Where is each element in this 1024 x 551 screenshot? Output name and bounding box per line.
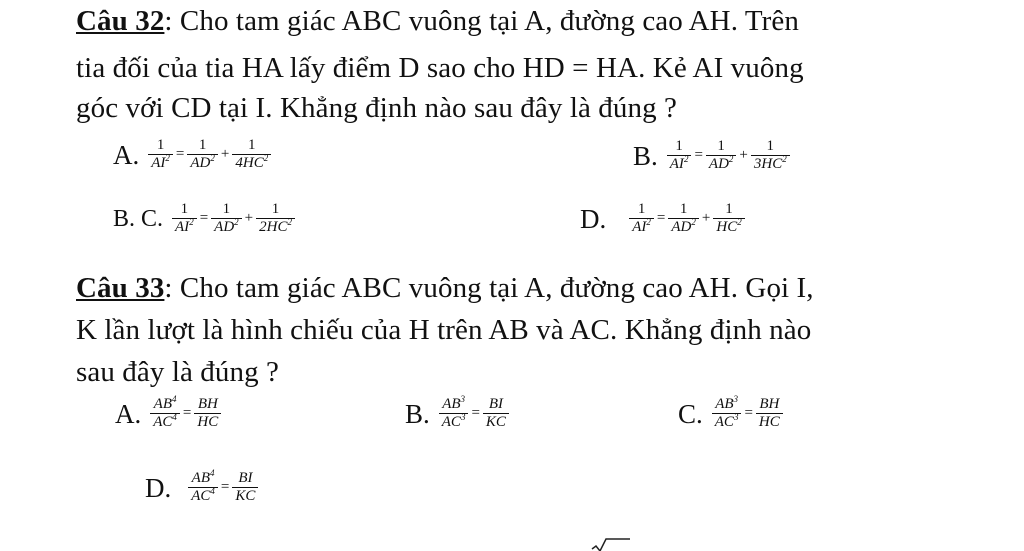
q32-option-label: D. bbox=[580, 203, 607, 234]
q33-line-2: K lần lượt là hình chiếu của H trên AB và AC. Khẳng định nào bbox=[76, 314, 812, 346]
fraction: $\frac{1}{2HC^2}$ bbox=[256, 201, 295, 236]
fraction: $\frac{1}{AI^2}$ bbox=[172, 201, 197, 236]
q32-line-2: tia đối của tia HA lấy điểm D sao cho HD = HA. Kẻ AI vuông bbox=[76, 52, 804, 84]
q32-option-formula: $\frac{1}{AI^2}$ = $\frac{1}{AD^2}$ + $\frac{1}{4HC^2}$ bbox=[147, 137, 272, 172]
q32-option-formula: $\frac{1}{AI^2}$ = $\frac{1}{AD^2}$ + $\frac{1}{2HC^2}$ bbox=[171, 201, 296, 236]
q33-option-formula: $\frac{AB^4}{AC^4}$ = $\frac{BI}{KC}$ bbox=[187, 470, 259, 505]
q32-label: Câu 32 bbox=[76, 5, 165, 37]
q33-line-3: sau đây là đúng ? bbox=[76, 356, 280, 388]
q33-option-formula: $\frac{AB^4}{AC^4}$ = $\frac{BH}{HC}$ bbox=[149, 396, 222, 431]
q33-option-label: B. bbox=[405, 398, 430, 429]
q32-option-c[interactable] bbox=[113, 201, 296, 236]
fraction: $\frac{1}{AI^2}$ bbox=[667, 138, 692, 173]
q33-option-a[interactable] bbox=[115, 396, 222, 431]
q32-line-1 bbox=[76, 4, 799, 38]
fraction: $\frac{BI}{KC}$ bbox=[232, 470, 258, 505]
q32-option-label: B. C. bbox=[113, 205, 164, 232]
q32-option-label: B. bbox=[633, 140, 658, 171]
q32-line-3: góc với CD tại I. Khẳng định nào sau đây là đúng ? bbox=[76, 92, 678, 124]
q32-text-1: : Cho tam giác ABC vuông tại A, đường cao AH. Trên bbox=[164, 5, 799, 37]
q32-option-b[interactable] bbox=[633, 138, 791, 173]
q33-option-label: D. bbox=[145, 472, 172, 503]
q32-option-formula: $\frac{1}{AI^2}$ = $\frac{1}{AD^2}$ + $\frac{1}{3HC^2}$ bbox=[666, 138, 791, 173]
q33-option-formula: $\frac{AB^3}{AC^3}$ = $\frac{BI}{KC}$ bbox=[438, 396, 510, 431]
q33-option-c[interactable] bbox=[678, 396, 784, 431]
fraction: $\frac{AB^4}{AC^4}$ bbox=[188, 470, 218, 505]
q33-label: Câu 33 bbox=[76, 272, 165, 304]
fraction: $\frac{1}{AD^2}$ bbox=[187, 137, 218, 172]
fraction: $\frac{1}{AD^2}$ bbox=[706, 138, 737, 173]
q33-option-d[interactable] bbox=[145, 470, 259, 505]
fraction: $\frac{AB^4}{AC^4}$ bbox=[150, 396, 180, 431]
fraction: $\frac{1}{AI^2}$ bbox=[629, 201, 654, 236]
q33-text-1: : Cho tam giác ABC vuông tại A, đường cao AH. Gọi I, bbox=[164, 272, 814, 304]
q32-option-a[interactable] bbox=[113, 137, 272, 172]
q33-option-formula: $\frac{AB^3}{AC^3}$ = $\frac{BH}{HC}$ bbox=[711, 396, 784, 431]
fraction: $\frac{AB^3}{AC^3}$ bbox=[712, 396, 742, 431]
q33-option-b[interactable] bbox=[405, 396, 510, 431]
fraction: $\frac{BI}{KC}$ bbox=[483, 396, 509, 431]
fraction: $\frac{AB^3}{AC^3}$ bbox=[439, 396, 469, 431]
q32-option-formula: $\frac{1}{AI^2}$ = $\frac{1}{AD^2}$ + $\frac{1}{HC^2}$ bbox=[628, 201, 745, 236]
fraction: $\frac{1}{AD^2}$ bbox=[211, 201, 242, 236]
q32-option-label: A. bbox=[113, 139, 140, 170]
fraction: $\frac{BH}{HC}$ bbox=[194, 396, 221, 431]
q33-option-label: C. bbox=[678, 398, 703, 429]
fraction: $\frac{1}{AD^2}$ bbox=[668, 201, 699, 236]
partial-radical-mark bbox=[590, 537, 630, 551]
q33-option-label: A. bbox=[115, 398, 142, 429]
fraction: $\frac{BH}{HC}$ bbox=[756, 396, 783, 431]
q33-line-1 bbox=[76, 271, 814, 305]
fraction: $\frac{1}{HC^2}$ bbox=[713, 201, 744, 236]
fraction: $\frac{1}{4HC^2}$ bbox=[232, 137, 271, 172]
fraction: $\frac{1}{AI^2}$ bbox=[148, 137, 173, 172]
q32-option-d[interactable] bbox=[580, 201, 746, 236]
fraction: $\frac{1}{3HC^2}$ bbox=[751, 138, 790, 173]
